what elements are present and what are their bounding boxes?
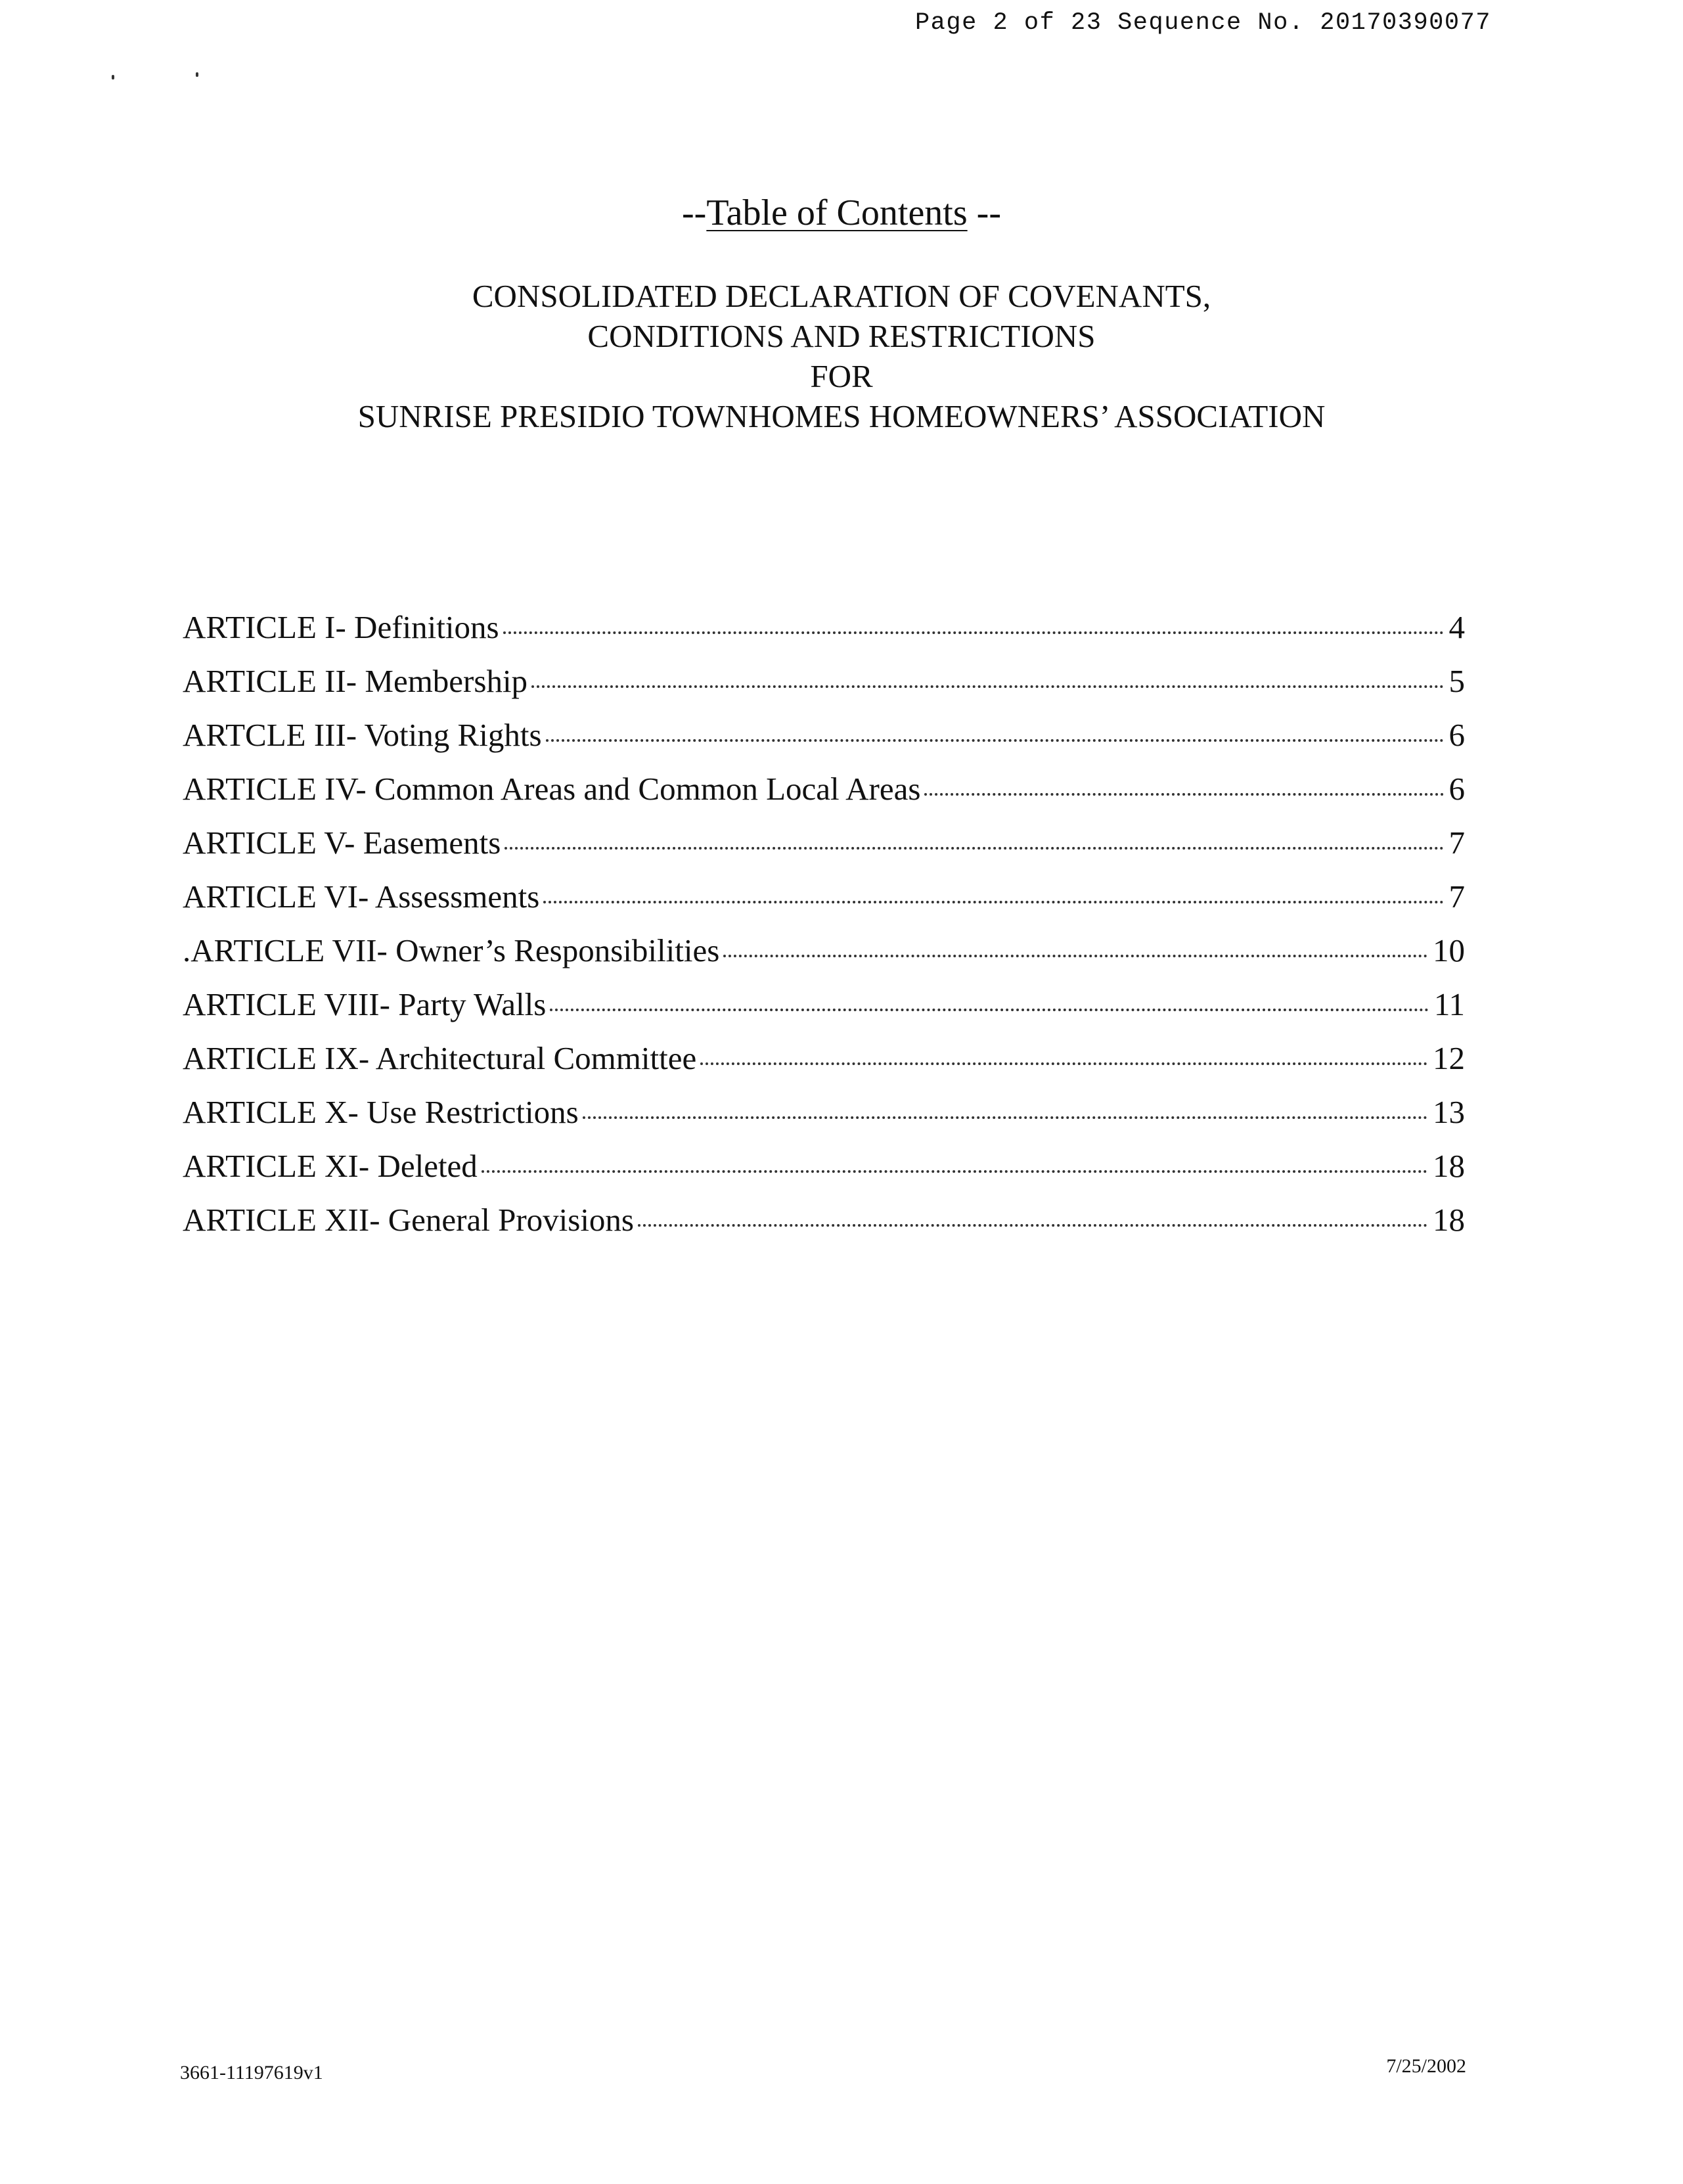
- dot-leader: [924, 793, 1443, 796]
- scan-speck-right: [196, 72, 198, 77]
- toc-entry-page: 7: [1448, 825, 1465, 861]
- toc-entry-page: 7: [1448, 878, 1465, 915]
- dot-leader: [503, 631, 1444, 634]
- toc-entry: [183, 932, 1465, 986]
- toc-entry-page: 6: [1448, 717, 1465, 753]
- dot-leader: [550, 1009, 1428, 1011]
- toc-entry-label: ARTICLE V- Easements: [183, 825, 501, 861]
- toc-entry: [183, 608, 1465, 662]
- toc-entry-page: 12: [1433, 1040, 1465, 1076]
- toc-title-prefix: --: [682, 193, 707, 233]
- toc-entry-label: ARTICLE VI- Assessments: [183, 878, 540, 915]
- toc-entry-label: .ARTICLE VII- Owner’s Responsibilities: [183, 932, 720, 968]
- toc-entry-label: ARTICLE XII- General Provisions: [183, 1202, 635, 1238]
- toc-entry-page: 18: [1433, 1202, 1465, 1238]
- toc-title: [0, 192, 1683, 234]
- footer-date: 7/25/2002: [1386, 2055, 1466, 2077]
- dot-leader: [543, 901, 1443, 903]
- scan-speck-left: [112, 75, 114, 80]
- toc-entry-page: 5: [1448, 663, 1465, 699]
- dot-leader: [505, 847, 1443, 850]
- toc-entry: [183, 662, 1465, 716]
- toc-entry-page: 6: [1448, 771, 1465, 807]
- heading-line: FOR: [810, 358, 873, 394]
- dot-leader: [638, 1224, 1427, 1227]
- heading-line: SUNRISE PRESIDIO TOWNHOMES HOMEOWNERS’ ASSOCIATION: [357, 398, 1326, 434]
- toc-entry-page: 18: [1433, 1148, 1465, 1184]
- dot-leader: [546, 739, 1444, 742]
- toc-entry: [183, 878, 1465, 932]
- toc-entry-label: ARTICLE XI- Deleted: [183, 1148, 478, 1184]
- dot-leader: [482, 1170, 1427, 1173]
- toc-entry-label: ARTICLE VIII- Party Walls: [183, 986, 547, 1022]
- toc-entry: [183, 1147, 1465, 1201]
- toc-entry: [183, 716, 1465, 770]
- toc-entry: [183, 1039, 1465, 1093]
- dot-leader: [723, 955, 1427, 957]
- footer-document-id: 3661-11197619v1: [180, 2062, 323, 2083]
- toc-entry: [183, 1201, 1465, 1255]
- dot-leader: [531, 685, 1443, 688]
- dot-leader: [583, 1116, 1427, 1119]
- toc-entry-page: 13: [1433, 1094, 1465, 1130]
- toc-entry-label: ARTICLE X- Use Restrictions: [183, 1094, 579, 1130]
- toc-entry-page: 10: [1433, 932, 1465, 968]
- toc-entry-label: ARTICLE II- Membership: [183, 663, 528, 699]
- toc-entry-page: 11: [1433, 986, 1465, 1022]
- toc-entry: [183, 986, 1465, 1039]
- dot-leader: [700, 1062, 1427, 1065]
- toc-entry: [183, 770, 1465, 824]
- toc-entry-page: 4: [1448, 609, 1465, 645]
- toc-entry-label: ARTICLE IX- Architectural Committee: [183, 1040, 697, 1076]
- heading-line: CONSOLIDATED DECLARATION OF COVENANTS,: [472, 278, 1211, 314]
- page-sequence-header: Page 2 of 23 Sequence No. 20170390077: [914, 9, 1491, 37]
- document-heading: [0, 276, 1683, 436]
- heading-line: CONDITIONS AND RESTRICTIONS: [587, 318, 1096, 354]
- toc-entry-label: ARTCLE III- Voting Rights: [183, 717, 542, 753]
- toc-title-text: Table of Contents: [706, 193, 968, 233]
- toc-entry: [183, 824, 1465, 878]
- toc-title-suffix: --: [967, 193, 1001, 233]
- toc-entry: [183, 1093, 1465, 1147]
- toc-entry-label: ARTICLE I- Definitions: [183, 609, 499, 645]
- toc-list: [183, 608, 1465, 1255]
- toc-entry-label: ARTICLE IV- Common Areas and Common Local Areas: [183, 771, 921, 807]
